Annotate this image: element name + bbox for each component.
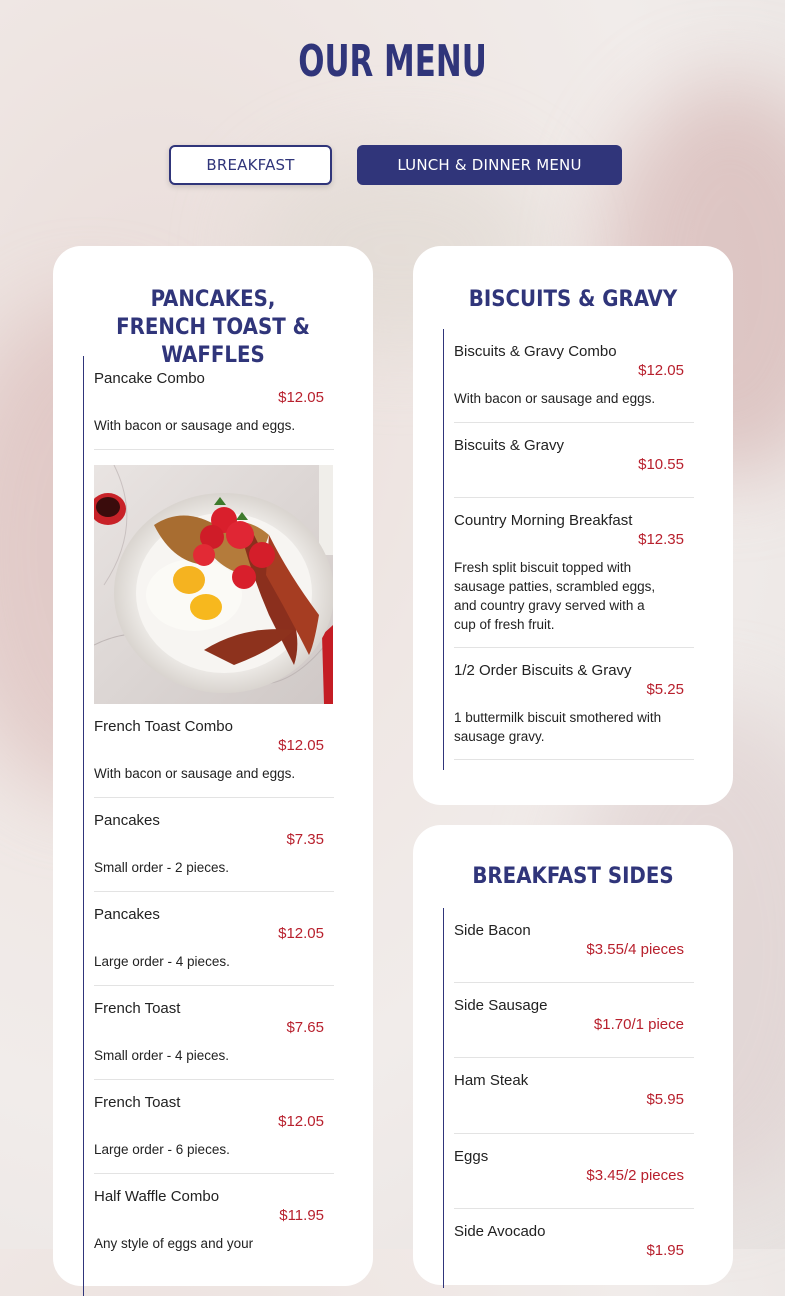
menu-item [454,983,694,1058]
menu-list [443,329,694,770]
item-price: $12.05 [278,925,324,942]
item-description: With bacon or sausage and eggs. [454,391,656,406]
item-price: $12.05 [278,1113,324,1130]
item-name: Biscuits & Gravy [454,437,565,454]
pancakes-section [53,246,373,1286]
food-image [94,465,333,704]
menu-item [454,908,694,983]
item-name: Pancakes [94,906,160,923]
item-description: Any style of eggs and your [94,1236,254,1251]
item-name: Side Bacon [454,922,531,939]
french-toast-photo [94,465,333,704]
item-price: $5.25 [646,681,684,698]
item-name: Pancakes [94,812,160,829]
item-description: Small order - 2 pieces. [94,860,230,875]
item-name: 1/2 Order Biscuits & Gravy [454,662,632,679]
menu-list [443,908,694,1288]
menu-list [83,356,334,1296]
item-description: Fresh split biscuit topped with sausage patties, scrambled eggs, and country gravy served with a cup of fresh fruit. [454,560,656,632]
item-description: With bacon or sausage and eggs. [94,766,296,781]
item-price: $7.35 [286,831,324,848]
section-title: PANCAKES, FRENCH TOAST & WAFFLES [116,287,310,368]
item-description: With bacon or sausage and eggs. [94,418,296,433]
item-description: Large order - 6 pieces. [94,1142,230,1157]
item-price: $10.55 [638,456,684,473]
menu-item [94,1174,334,1268]
menu-item [454,498,694,648]
menu-item [94,1080,334,1174]
menu-item [94,798,334,892]
menu-item [454,1134,694,1209]
menu-item [94,986,334,1080]
item-price: $12.05 [638,362,684,379]
sides-section [413,825,733,1285]
item-price: $12.05 [278,737,324,754]
item-price: $3.45/2 pieces [586,1167,684,1184]
item-name: French Toast Combo [94,718,233,735]
menu-item [454,1058,694,1134]
item-name: Pancake Combo [94,370,205,387]
item-name: Side Avocado [454,1223,546,1240]
item-price: $11.95 [279,1207,324,1224]
item-price: $1.95 [646,1242,684,1259]
page-title: OUR MENU [298,36,487,87]
item-name: Ham Steak [454,1072,529,1089]
item-name: Eggs [454,1148,489,1165]
item-name: French Toast [94,1094,181,1111]
item-price: $12.35 [638,531,684,548]
item-name: Country Morning Breakfast [454,512,633,529]
tab-lunch-dinner-menu[interactable]: LUNCH & DINNER MENU [357,145,622,185]
menu-item [454,1209,694,1284]
item-price: $7.65 [286,1019,324,1036]
section-title: BISCUITS & GRAVY [468,287,678,312]
item-description: 1 buttermilk biscuit smothered with sausage gravy. [454,710,662,744]
item-name: Biscuits & Gravy Combo [454,343,617,360]
item-price: $5.95 [646,1091,684,1108]
item-price: $12.05 [278,389,324,406]
menu-item [94,356,334,450]
biscuits-section [413,246,733,805]
item-description: Large order - 4 pieces. [94,954,230,969]
menu-item [454,423,694,498]
item-name: Half Waffle Combo [94,1188,220,1205]
menu-item [94,892,334,986]
tab-breakfast[interactable]: BREAKFAST [169,145,332,185]
item-description: Small order - 4 pieces. [94,1048,230,1063]
item-price: $1.70/1 piece [593,1016,684,1033]
menu-item [454,648,694,760]
section-title: BREAKFAST SIDES [472,864,674,889]
item-price: $3.55/4 pieces [586,941,684,958]
item-name: Side Sausage [454,997,548,1014]
item-name: French Toast [94,1000,181,1017]
menu-item [94,704,334,798]
menu-item [454,329,694,423]
